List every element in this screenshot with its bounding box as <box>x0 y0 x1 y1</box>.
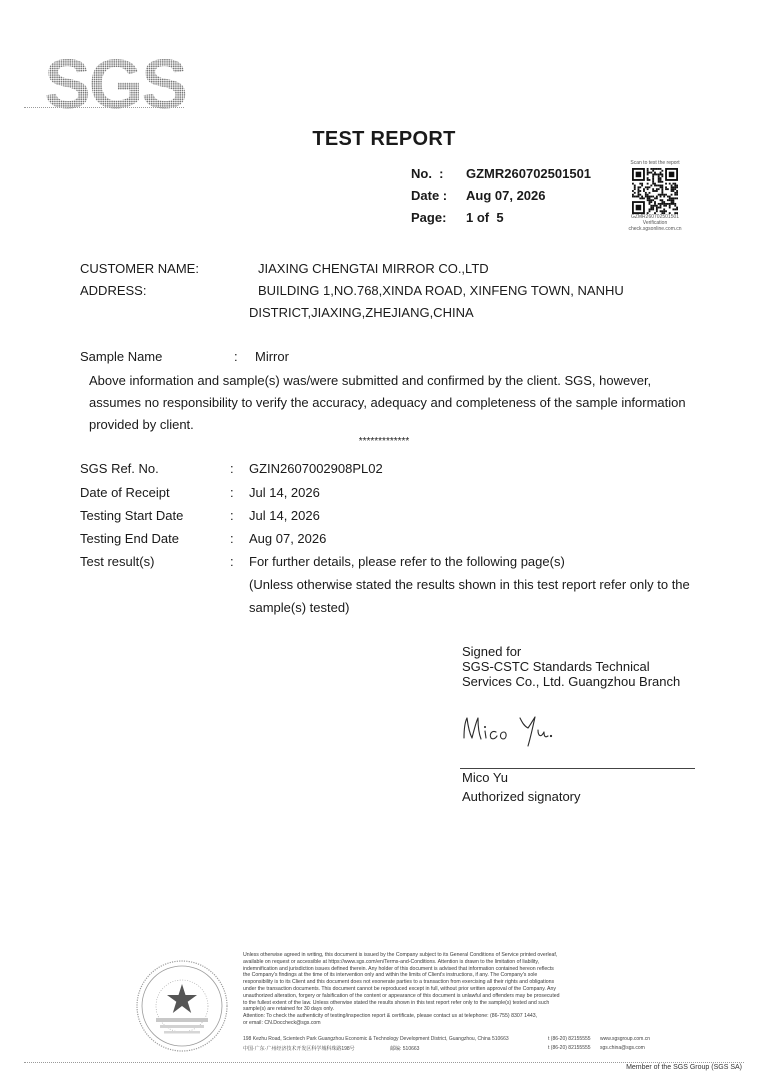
signatory-name: Mico Yu <box>462 770 509 785</box>
colon: : <box>230 461 234 476</box>
website-link[interactable]: www.sgsgroup.com.cn <box>600 1036 651 1042</box>
qr-site: check.sgsonline.com.cn <box>628 226 682 232</box>
signature-line <box>460 768 695 769</box>
colon: : <box>230 554 234 569</box>
signed-for: Signed for <box>462 644 522 659</box>
legal-notice <box>243 952 663 1027</box>
svg-text:SGS: SGS <box>44 45 186 123</box>
legal-line: or email: CN.Doccheck@sgs.com <box>243 1019 321 1026</box>
email-link[interactable]: sgs.china@sgs.com <box>600 1045 645 1051</box>
testing-end-label: Testing End Date <box>80 531 180 546</box>
customer-name: JIAXING CHENGTAI MIRROR CO.,LTD <box>258 261 489 276</box>
disclaimer-line-3: provided by client. <box>89 417 194 432</box>
report-number-label: No. : <box>411 166 444 181</box>
legal-line: available on request or accessible at https://www.sgs.com/en/Terms-and-Conditions. Attention is drawn to the limitation of liability, <box>243 958 540 965</box>
result-note-line-2: sample(s) tested) <box>249 600 350 615</box>
separator: ************* <box>358 436 410 447</box>
legal-line: the Company's findings at the time of its intervention only and within the limits of Client's instructions, if any. The Company's sole <box>243 972 538 979</box>
address-line-2: DISTRICT,JIAXING,ZHEJIANG,CHINA <box>249 305 474 320</box>
legal-line: unauthorized alteration, forgery or falsification of the content or appearance of this document is unlawful and offenders may be prosecuted <box>243 992 560 999</box>
testing-end-date: Aug 07, 2026 <box>249 531 327 546</box>
customer-name-label: CUSTOMER NAME: <box>80 261 199 276</box>
disclaimer-line-2: assumes no responsibility to verify the accuracy, adequacy and completeness of the sample information <box>89 395 686 410</box>
sample-name-colon: : <box>234 349 238 364</box>
qr-verification: Verification <box>642 220 668 226</box>
address-chinese: 中国·广东·广州经济技术开发区科学城科珠路198号 <box>243 1046 355 1052</box>
legal-line: Unless otherwise agreed in writing, this document is issued by the Company subject to its General Conditions of Service printed overleaf, <box>243 952 558 958</box>
handwritten-signature <box>458 708 568 754</box>
sample-name-label: Sample Name <box>80 349 163 364</box>
phone-english: t (86-20) 82155555 <box>548 1036 591 1042</box>
page-label: Page: <box>411 210 447 225</box>
address-label: ADDRESS: <box>80 283 147 298</box>
sgs-ref-number: GZIN2607002908PL02 <box>249 461 383 476</box>
qr-caption: Scan to test the report <box>630 160 680 166</box>
legal-line: Attention: To check the authenticity of testing/inspection report & certificate, please contact us at telephone: (86-755) 8307 1443, <box>243 1013 538 1020</box>
sgs-logo <box>44 45 186 123</box>
org-line-1: SGS-CSTC Standards Technical <box>462 659 650 674</box>
colon: : <box>230 531 234 546</box>
footer-divider <box>24 1062 744 1063</box>
page-number: 1 of 5 <box>466 210 504 225</box>
company-seal <box>134 958 230 1054</box>
org-line-2: Services Co., Ltd. Guangzhou Branch <box>462 674 681 689</box>
legal-line: indemnification and jurisdiction issues defined therein. Any holder of this document is advised that information contained hereon reflects <box>243 965 554 972</box>
legal-line: to the fullest extent of the law. Unless otherwise stated the results shown in this test report refer only to the sample(s) tested and such <box>243 999 550 1006</box>
sample-name: Mirror <box>255 349 289 364</box>
report-number: GZMR260702501501 <box>466 166 592 181</box>
testing-start-label: Testing Start Date <box>80 508 184 523</box>
colon: : <box>230 485 234 500</box>
colon: : <box>230 508 234 523</box>
date-of-receipt: Jul 14, 2026 <box>249 485 320 500</box>
report-title: TEST REPORT <box>312 128 456 150</box>
legal-line: sample(s) are retained for 30 days only. <box>243 1006 335 1013</box>
sgs-ref-label: SGS Ref. No. <box>80 461 159 476</box>
phone-chinese: t (86-20) 82155555 <box>548 1045 591 1051</box>
member-statement: Member of the SGS Group (SGS SA) <box>626 1064 742 1071</box>
qr-code-number: GZMR260702501501 <box>630 214 680 220</box>
test-results-label: Test result(s) <box>80 554 155 569</box>
testing-start-date: Jul 14, 2026 <box>249 508 320 523</box>
report-date-label: Date : <box>411 188 448 203</box>
test-results-value: For further details, please refer to the following page(s) <box>249 554 565 569</box>
legal-line: under the transaction documents. This document cannot be reproduced except in full, without prior written approval of the Company. Any <box>243 985 556 992</box>
result-note-line-1: (Unless otherwise stated the results shown in this test report refer only to the <box>249 577 690 592</box>
legal-line: responsibility is to its Client and this document does not exonerate parties to a transaction from exercising all their rights and obligations <box>243 979 555 986</box>
logo-underline <box>24 107 184 108</box>
signatory-role: Authorized signatory <box>462 789 581 804</box>
address-english: 198 Kezhu Road, Scientech Park Guangzhou Economic & Technology Development District, Guangzhou, China 510663 <box>243 1036 509 1042</box>
qr-code-icon[interactable] <box>632 168 678 214</box>
date-of-receipt-label: Date of Receipt <box>80 485 170 500</box>
report-date: Aug 07, 2026 <box>466 188 546 203</box>
address-line-1: BUILDING 1,NO.768,XINDA ROAD, XINFENG TOWN, NANHU <box>258 283 624 298</box>
postcode-chinese: 邮编: 510663 <box>390 1046 420 1052</box>
disclaimer-line-1: Above information and sample(s) was/were submitted and confirmed by the client. SGS, however, <box>89 373 652 388</box>
